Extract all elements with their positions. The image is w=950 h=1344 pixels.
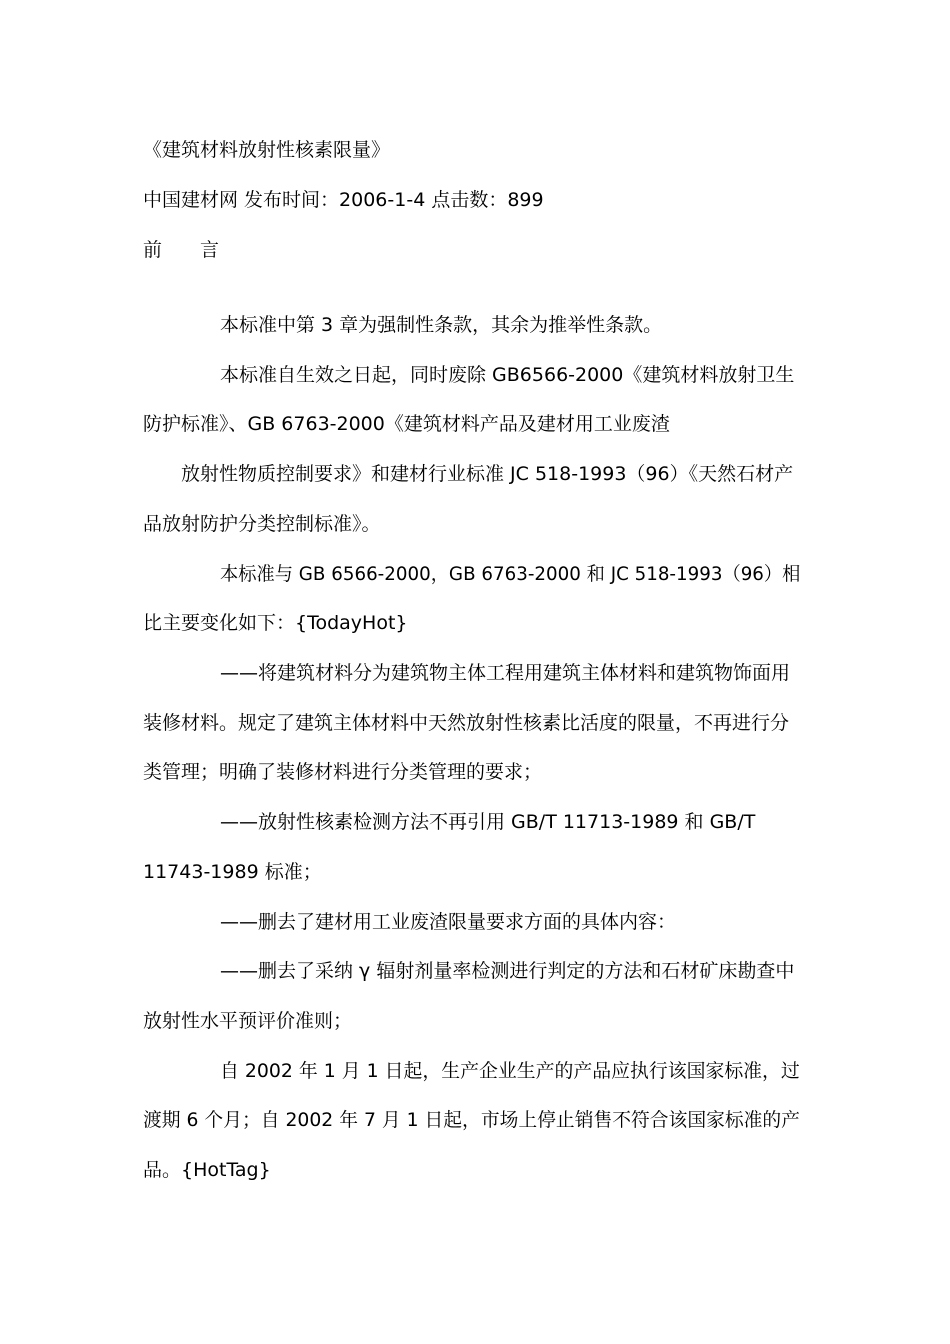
document-meta: 中国建材网 发布时间：2006-1-4 点击数：899 [143,189,544,211]
paragraph-line: ——删去了建材用工业废渣限量要求方面的具体内容： [220,911,677,933]
paragraph-line: 装修材料。规定了建筑主体材料中天然放射性核素比活度的限量，不再进行分 [143,712,790,734]
paragraph-line: ——删去了采纳 γ 辐射剂量率检测进行判定的方法和石材矿床勘查中 [220,960,795,982]
paragraph-line: 自 2002 年 1 月 1 日起，生产企业生产的产品应执行该国家标准，过 [220,1060,800,1082]
paragraph-line: 11743-1989 标准； [143,861,322,883]
paragraph-line: 放射性水平预评价准则； [143,1010,353,1032]
paragraph-line: 比主要变化如下：{TodayHot} [143,612,408,634]
paragraph-line: 品放射防护分类控制标准》。 [143,513,381,535]
document-title: 《建筑材料放射性核素限量》 [143,139,391,161]
paragraph-line: ——放射性核素检测方法不再引用 GB/T 11713-1989 和 GB/T [220,811,756,833]
paragraph-line: 本标准中第 3 章为强制性条款，其余为推举性条款。 [220,314,663,336]
paragraph-line: 放射性物质控制要求》和建材行业标准 JC 518-1993（96）《天然石材产 [181,463,794,485]
paragraph-line: 本标准自生效之日起，同时废除 GB6566-2000《建筑材料放射卫生 [220,364,795,386]
paragraph-line: 渡期 6 个月；自 2002 年 7 月 1 日起，市场上停止销售不符合该国家标准的产 [143,1109,800,1131]
paragraph-line: 类管理；明确了装修材料进行分类管理的要求； [143,761,543,783]
paragraph-line: 防护标准》、GB 6763-2000《建筑材料产品及建材用工业废渣 [143,413,670,435]
paragraph-line: 本标准与 GB 6566-2000，GB 6763-2000 和 JC 518-1993（96）相 [220,563,801,585]
section-heading: 前 言 [143,239,220,261]
paragraph-line: ——将建筑材料分为建筑物主体工程用建筑主体材料和建筑物饰面用 [220,662,791,684]
paragraph-line: 品。{HotTag} [143,1159,271,1181]
